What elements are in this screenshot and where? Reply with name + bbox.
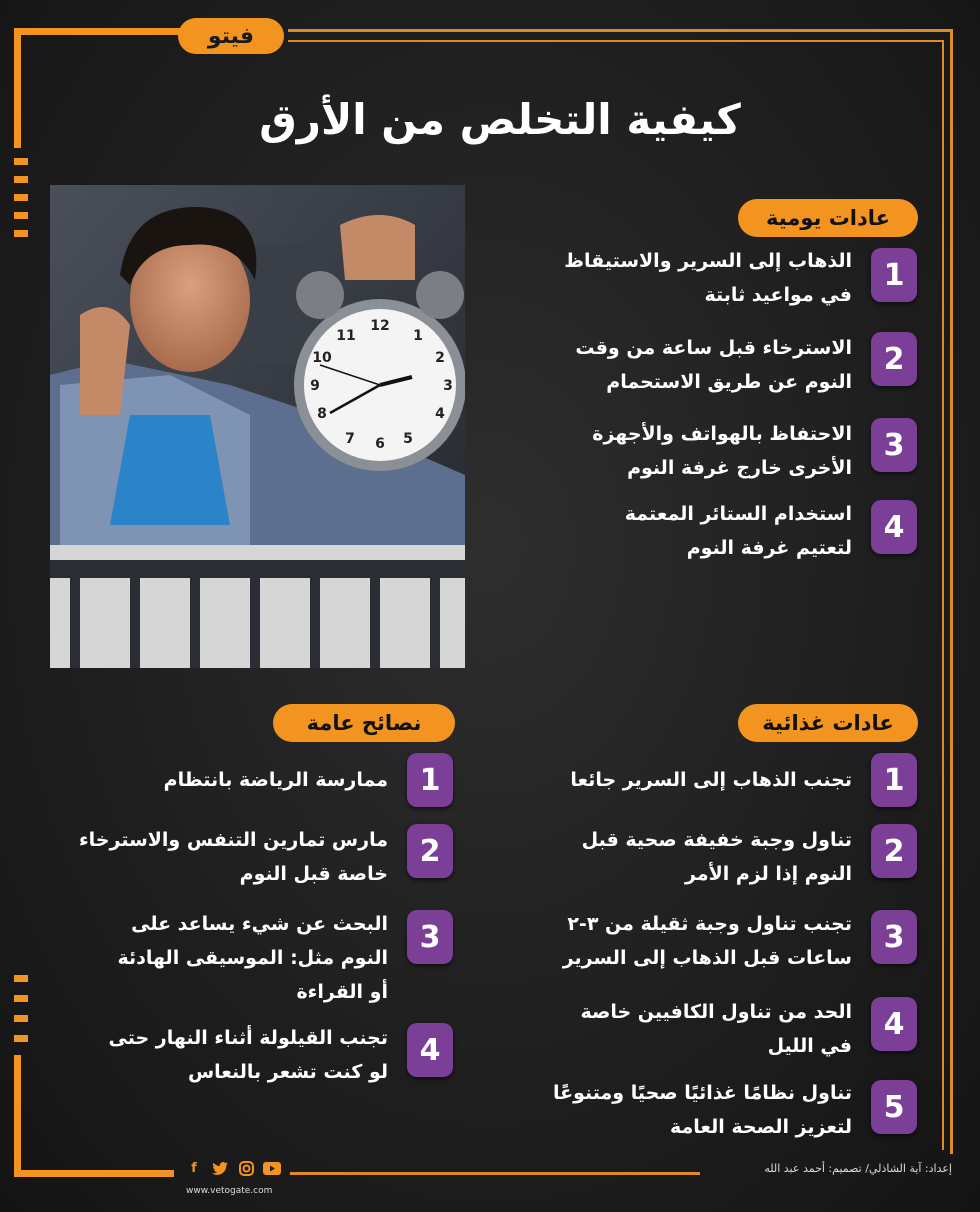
tips-item-text	[48, 763, 388, 797]
frame-dash	[14, 230, 28, 237]
frame-dash	[14, 212, 28, 219]
frame-bottom-line	[290, 1172, 700, 1175]
frame-dash	[14, 194, 28, 201]
photo-illustration	[50, 185, 465, 668]
item-line: تجنب تناول وجبة ثقيلة من ٣-٢	[567, 913, 852, 935]
item-line: تناول نظامًا غذائيًا صحيًا ومتنوعًا	[553, 1082, 852, 1104]
item-line: استخدام الستائر المعتمة	[624, 503, 852, 525]
svg-text:2: 2	[435, 350, 445, 366]
tips-item-text	[43, 1021, 388, 1089]
dietary-item-text	[492, 823, 852, 891]
number-badge: 2	[407, 824, 453, 878]
dietary-item-text	[472, 907, 852, 975]
credits: إعداد: آية الشاذلي/ تصميم: أحمد عبد الله	[764, 1162, 952, 1175]
svg-text:8: 8	[317, 406, 327, 422]
section-label-dietary-habits	[738, 704, 918, 742]
svg-text:9: 9	[310, 378, 320, 394]
frame-dash	[14, 158, 28, 165]
frame-top-inner	[288, 40, 944, 42]
dietary-item-text	[452, 1076, 852, 1144]
daily-habits-label: عادات يومية	[766, 206, 890, 230]
dietary-habits-label: عادات غذائية	[762, 711, 894, 735]
item-line: خاصة قبل النوم	[239, 863, 388, 885]
frame-dash	[14, 1015, 28, 1022]
number-badge: 3	[871, 418, 917, 472]
number-badge: 1	[871, 753, 917, 807]
number-badge: 5	[871, 1080, 917, 1134]
item-line: تناول وجبة خفيفة صحية قبل	[581, 829, 852, 851]
frame-dash	[14, 1035, 28, 1042]
daily-item-text	[492, 497, 852, 565]
item-line: الأخرى خارج غرفة النوم	[627, 457, 852, 479]
item-line: في الليل	[767, 1035, 852, 1057]
item-line: ممارسة الرياضة بانتظام	[163, 769, 388, 791]
number-badge: 3	[871, 910, 917, 964]
number-badge: 2	[871, 824, 917, 878]
item-line: تجنب الذهاب إلى السرير جائعا	[570, 769, 852, 791]
social-icons	[184, 1159, 282, 1177]
number-badge: 3	[407, 910, 453, 964]
frame-left-bottom	[14, 1055, 21, 1177]
general-tips-label: نصائح عامة	[306, 711, 422, 735]
svg-text:10: 10	[312, 350, 332, 366]
item-line: في مواعيد ثابتة	[704, 284, 852, 306]
facebook-icon[interactable]: f	[191, 1160, 197, 1176]
item-line: الحد من تناول الكافيين خاصة	[580, 1001, 852, 1023]
frame-dash	[14, 995, 28, 1002]
frame-top-right	[288, 29, 953, 32]
item-line: النوم إذا لزم الأمر	[685, 863, 852, 885]
section-label-general-tips	[273, 704, 455, 742]
svg-text:5: 5	[403, 431, 413, 447]
item-line: لتعزيز الصحة العامة	[670, 1116, 852, 1138]
page-title: كيفية التخلص من الأرق	[259, 95, 741, 144]
frame-right-outer	[950, 29, 953, 1154]
section-label-daily-habits	[738, 199, 918, 237]
item-line: الاسترخاء قبل ساعة من وقت	[575, 337, 852, 359]
svg-text:7: 7	[345, 431, 355, 447]
youtube-icon[interactable]	[262, 1159, 282, 1177]
logo-text: فيتو	[207, 23, 255, 49]
number-badge: 4	[871, 997, 917, 1051]
svg-text:3: 3	[443, 378, 453, 394]
svg-text:12: 12	[370, 318, 390, 334]
daily-item-text	[492, 244, 852, 312]
number-badge: 2	[871, 332, 917, 386]
svg-text:4: 4	[435, 406, 445, 422]
svg-text:1: 1	[413, 328, 423, 344]
tips-item-text	[43, 907, 388, 1009]
item-line: لو كنت تشعر بالنعاس	[187, 1061, 388, 1083]
frame-right-inner	[942, 40, 944, 1150]
item-line: الذهاب إلى السرير والاستيقاظ	[564, 250, 852, 272]
frame-dash	[14, 176, 28, 183]
dietary-item-text	[492, 763, 852, 797]
item-line: مارس تمارين التنفس والاسترخاء	[78, 829, 388, 851]
item-line: تجنب القيلولة أثناء النهار حتى	[108, 1027, 388, 1049]
daily-item-text	[492, 331, 852, 399]
dietary-item-text	[492, 995, 852, 1063]
number-badge: 1	[871, 248, 917, 302]
item-line: لتعتيم غرفة النوم	[686, 537, 852, 559]
instagram-icon[interactable]	[236, 1159, 256, 1177]
item-line: أو القراءة	[296, 981, 388, 1003]
twitter-icon[interactable]	[210, 1159, 230, 1177]
item-line: النوم عن طريق الاستحمام	[606, 371, 852, 393]
number-badge: 4	[871, 500, 917, 554]
svg-text:6: 6	[375, 436, 385, 452]
tips-item-text	[43, 823, 388, 891]
svg-text:11: 11	[336, 328, 356, 344]
brand-logo	[178, 18, 284, 54]
frame-left-top	[14, 28, 21, 148]
item-line: البحث عن شيء يساعد على	[131, 913, 388, 935]
website-link[interactable]: www.vetogate.com	[186, 1186, 273, 1196]
item-line: الاحتفاظ بالهواتف والأجهزة	[592, 423, 852, 445]
photo-sleepless-man	[50, 185, 465, 668]
frame-dash	[14, 975, 28, 982]
item-line: النوم مثل: الموسيقى الهادئة	[117, 947, 388, 969]
daily-item-text	[492, 417, 852, 485]
frame-bottom-left	[14, 1170, 174, 1177]
frame-top-left	[14, 28, 180, 35]
number-badge: 4	[407, 1023, 453, 1077]
item-line: ساعات قبل الذهاب إلى السرير	[562, 947, 852, 969]
number-badge: 1	[407, 753, 453, 807]
